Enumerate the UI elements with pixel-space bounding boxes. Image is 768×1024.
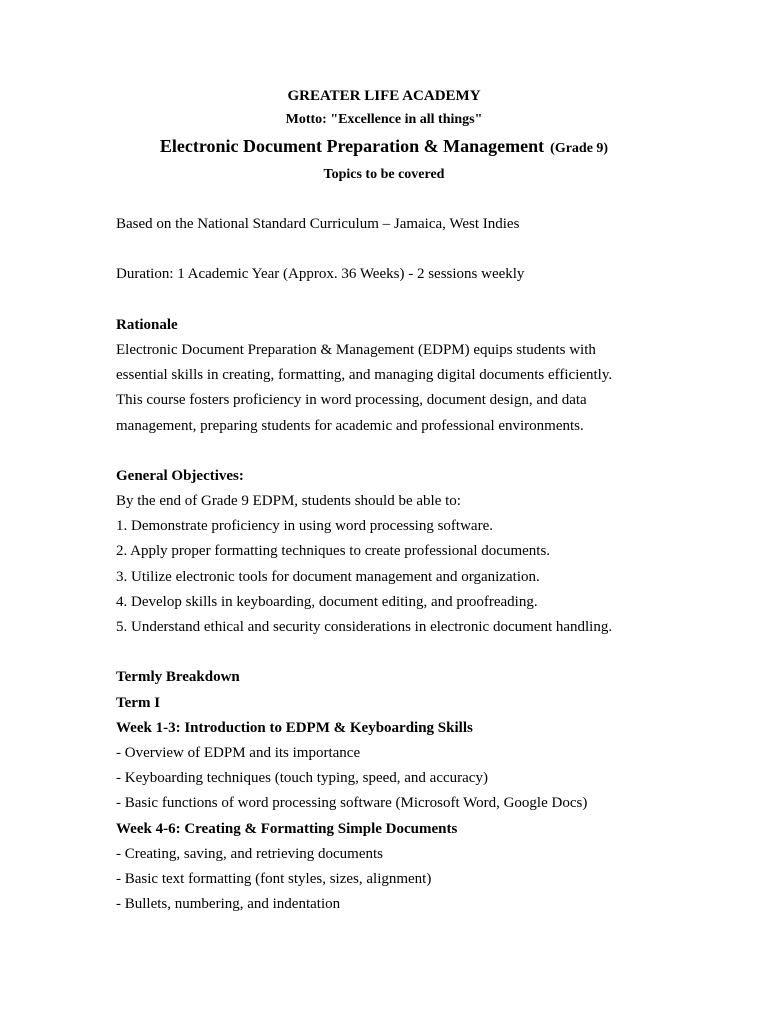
topic-item: - Keyboarding techniques (touch typing, speed, and accuracy) <box>116 770 488 787</box>
objective-item: 2. Apply proper formatting techniques to create professional documents. <box>116 543 551 560</box>
school-motto: Motto: "Excellence in all things" <box>285 112 483 127</box>
rationale-heading: Rationale <box>116 316 178 333</box>
course-title: Electronic Document Preparation & Management <box>159 136 545 156</box>
topic-item: - Creating, saving, and retrieving documents <box>116 845 384 862</box>
topics-heading: Topics to be covered <box>323 167 445 182</box>
curriculum-line: Based on the National Standard Curriculum – Jamaica, West Indies <box>116 216 520 232</box>
objective-item: 3. Utilize electronic tools for document management and organization. <box>116 568 540 585</box>
week-heading: Week 1-3: Introduction to EDPM & Keyboarding Skills <box>116 719 473 736</box>
objective-item: 1. Demonstrate proficiency in using word processing software. <box>116 518 493 535</box>
rationale-line: essential skills in creating, formatting, and managing digital documents efficiently. <box>116 367 613 384</box>
rationale-line: This course fosters proficiency in word processing, document design, and data <box>116 392 587 409</box>
objective-item: 5. Understand ethical and security considerations in electronic document handling. <box>116 619 613 635</box>
objectives-heading: General Objectives: <box>116 467 244 484</box>
school-name: GREATER LIFE ACADEMY <box>287 88 481 104</box>
course-grade: (Grade 9) <box>550 141 609 156</box>
week-heading: Week 4-6: Creating & Formatting Simple Documents <box>116 820 458 837</box>
course-title-line <box>0 134 768 161</box>
topic-item: - Overview of EDPM and its importance <box>116 744 361 761</box>
objectives-intro: By the end of Grade 9 EDPM, students should be able to: <box>116 493 461 510</box>
rationale-line: Electronic Document Preparation & Management (EDPM) equips students with <box>116 341 596 358</box>
topic-item: - Basic functions of word processing software (Microsoft Word, Google Docs) <box>116 795 588 812</box>
rationale-line: management, preparing students for academic and professional environments. <box>116 417 584 434</box>
document-body <box>116 212 676 917</box>
topic-item: - Bullets, numbering, and indentation <box>116 896 341 913</box>
term-heading: Term I <box>116 694 161 711</box>
duration-line: Duration: 1 Academic Year (Approx. 36 Weeks) - 2 sessions weekly <box>116 266 525 283</box>
document-header <box>0 86 768 185</box>
objective-item: 4. Develop skills in keyboarding, document editing, and proofreading. <box>116 593 538 610</box>
breakdown-heading: Termly Breakdown <box>116 669 240 686</box>
topic-item: - Basic text formatting (font styles, sizes, alignment) <box>116 870 432 887</box>
